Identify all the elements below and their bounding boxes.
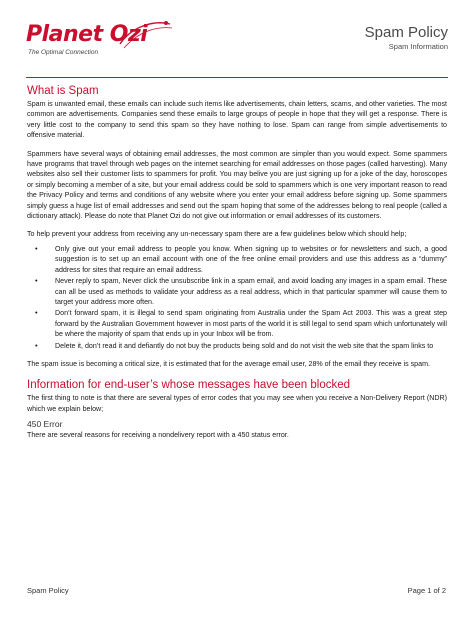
bullet-icon: • [35, 308, 38, 318]
list-item [35, 308, 447, 339]
list-item [35, 276, 447, 307]
paragraph-450-error: There are several reasons for receiving a nondelivery report with a 450 status error. [27, 431, 289, 440]
guidelines-list [27, 244, 447, 351]
bullet-icon: • [35, 243, 38, 253]
document-header [365, 24, 448, 52]
list-item [35, 243, 447, 275]
header-divider [26, 77, 448, 78]
document-body [27, 84, 447, 441]
bullet-icon: • [35, 276, 38, 286]
paragraph-guidelines-intro: To help prevent your address from receiving any un-necessary spam there are a few guidelines below which should help; [27, 230, 407, 239]
paragraph-error-codes-intro: The first thing to note is that there are several types of error codes that you may see when you receive a Non-Delivery Report (NDR) which we explain below; [27, 394, 447, 413]
paragraph-spam-statistic: The spam issue is becoming a critical size, it is estimated that for the average email user, 28% of the email they receive is spam. [27, 359, 430, 368]
bullet-icon: • [35, 340, 38, 350]
logo-wordmark: Planet Ozi [26, 22, 148, 47]
paragraph-spam-definition: Spam is unwanted email, these emails can include such items like advertisements, chain letters, scams, and other varieties. The most common are advertisements. Companies send these emails to large groups of people in hope that they will get a response. There is very little cost to the company to send this spam so they have nothing to lose. Spam can range from simple advertisements to offensive material. [27, 100, 447, 140]
logo-tagline: The Optimal Connection [28, 49, 99, 56]
footer-document-name: Spam Policy [27, 586, 69, 595]
section-heading-what-is-spam: What is Spam [27, 85, 99, 97]
document-subtitle: Spam Information [388, 42, 448, 51]
subheading-450-error: 450 Error [27, 419, 63, 430]
list-item-text: Only give out your email address to people you know. When signing up to websites or for newsletters and such, a good suggestion is to set up an email account with one of the free online email providers and use this address as a “dummy” address for sites that require an email address. [55, 244, 447, 274]
paragraph-spammer-methods: Spammers have several ways of obtaining email addresses, the most common are simpler than you would expect. Some spammers have programs that travel through web pages on the internet searching for email addresses on those pages (called harvesting). Many websites also sell their customer lists to spammers for profit. You may belive you are just signing up for a joke of the day, horoscopes or simply becoming a member of a site, but your email address could be sold to spammers which is one very important reason to read the Privacy Policy and terms and conditions of any website where you enter your email address before signing up. Some spammers simply guess a huge list of email addresses and send out the spam hoping that some of the addresses belong to real people (called a dictionary attack). Please do note that Planet Ozi do not give out information or email addresses of its customers. [27, 149, 447, 221]
list-item-text: Don’t forward spam, it is illegal to send spam originating from Australia under the Spam Act 2003. This was a great step forward by the Australian Government however in most parts of the world it is still legal to send spam which unfortunately will be where the majority of spam that ends up in your Inbox will be from. [55, 309, 447, 339]
planet-ozi-logo [26, 22, 176, 72]
list-item [35, 340, 447, 351]
logo-swoosh-icon [114, 18, 174, 54]
list-item-text: Delete it, don’t read it and defiantly do not buy the products being sold and do not visit the web site that the spam links to [55, 341, 434, 350]
list-item-text: Never reply to spam, Never click the unsubscribe link in a spam email, and avoid loading any images in a spam email. These can all be used as methods to validate your address as a real address, which in that particular spammer will cause them to target your address more often. [55, 277, 447, 306]
document-title: Spam Policy [364, 24, 448, 41]
footer-page-number: Page 1 of 2 [407, 586, 446, 595]
section-heading-blocked-messages: Information for end-user’s whose messages have been blocked [27, 379, 351, 392]
